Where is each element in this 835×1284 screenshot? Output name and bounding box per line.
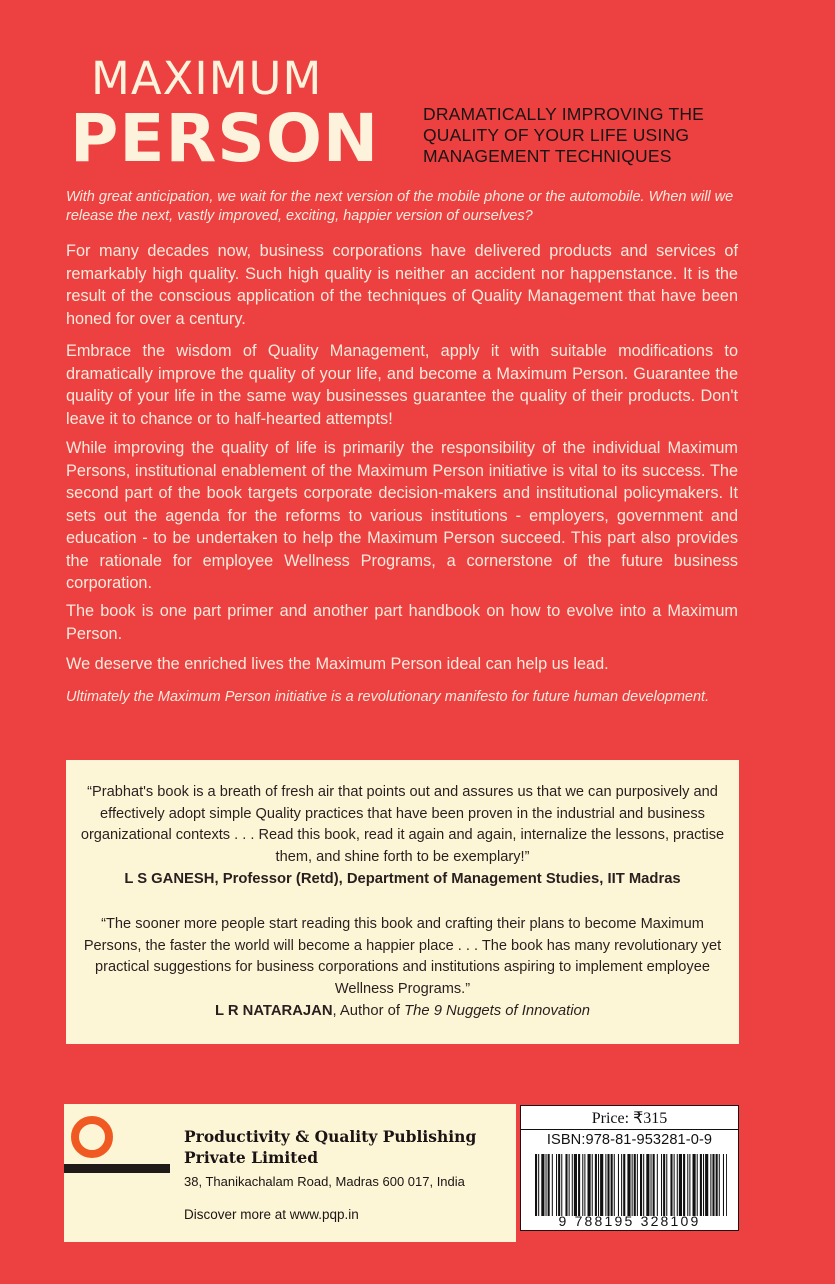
- barcode-bar: [538, 1154, 539, 1216]
- barcode-bar: [643, 1154, 644, 1216]
- barcode-bar: [541, 1154, 544, 1216]
- barcode-bar: [627, 1154, 630, 1216]
- barcode-bar: [632, 1154, 633, 1216]
- testimonial-attribution: [66, 1001, 739, 1022]
- barcode-bar: [697, 1154, 698, 1216]
- barcode-bar: [582, 1154, 583, 1216]
- barcode-bar: [588, 1154, 591, 1216]
- price-label: Price: ₹315: [521, 1108, 738, 1130]
- barcode-bar: [614, 1154, 615, 1216]
- barcode-bar: [634, 1154, 636, 1216]
- barcode-bar: [670, 1154, 672, 1216]
- barcode-bar: [607, 1154, 609, 1216]
- barcode-bar: [546, 1154, 547, 1216]
- testimonial-quote: “Prabhat's book is a breath of fresh air that points out and assures us that we can purposively and effectively adopt simple Quality practices that have been proven in the industrial and business organizational contexts . . . Read this book, read it again and again, internalize the lessons, practise them, and shine forth to be exemplary!”: [80, 784, 725, 865]
- barcode-bar: [595, 1154, 597, 1216]
- barcode-bar: [623, 1154, 625, 1216]
- barcode-bar: [618, 1154, 619, 1216]
- barcode-bar: [565, 1154, 567, 1216]
- barcode-bar: [651, 1154, 652, 1216]
- barcode-bar: [723, 1154, 724, 1216]
- barcode-bar: [548, 1154, 550, 1216]
- paragraph: Embrace the wisdom of Quality Management, apply it with suitable modifications to dramatically improve the quality of your life, and become a Maximum Person. Guarantee the quality of your life in the same way businesses guarantee the quality of their products. Don't leave it to chance or to half-hearted attempts!: [66, 342, 738, 428]
- title-line-2: PERSON: [70, 100, 380, 177]
- barcode-digits: 9 788195 328109: [558, 1213, 701, 1229]
- barcode-bar: [674, 1154, 675, 1216]
- testimonial-quote: “The sooner more people start reading this book and crafting their plans to become Maximum Persons, the faster the world will become a happier place . . . The book has many revolutionary yet practical suggestions for business corporations and institutions aspiring to implement employee Wellness Programs.”: [83, 916, 722, 997]
- barcode-bar: [572, 1154, 573, 1216]
- tagline-line: QUALITY OF YOUR LIFE USING: [423, 125, 690, 145]
- barcode-bar: [663, 1154, 665, 1216]
- barcode-bar: [574, 1154, 577, 1216]
- barcode-bar: [683, 1154, 685, 1216]
- barcode-bar: [726, 1154, 727, 1216]
- tagline: [423, 104, 753, 167]
- barcode-bar: [666, 1154, 667, 1216]
- publisher-address: 38, Thanikachalam Road, Madras 600 017, India: [184, 1174, 465, 1189]
- barcode-bar: [598, 1154, 599, 1216]
- publisher-panel: [64, 1104, 516, 1242]
- barcode-bar: [584, 1154, 585, 1216]
- barcode-bar: [679, 1154, 682, 1216]
- barcode-bar: [719, 1154, 720, 1216]
- barcode-bar: [705, 1154, 708, 1216]
- barcode-bar: [687, 1154, 688, 1216]
- testimonial-box: [66, 760, 739, 1044]
- paragraph: We deserve the enriched lives the Maximum Person ideal can help us lead.: [66, 655, 609, 673]
- barcode-bar: [561, 1154, 562, 1216]
- barcode-bar: [621, 1154, 622, 1216]
- barcode-bar: [611, 1154, 613, 1216]
- closing-italic: Ultimately the Maximum Person initiative is a revolutionary manifesto for future human development.: [66, 689, 710, 705]
- barcode-bar: [569, 1154, 570, 1216]
- barcode-bar: [535, 1154, 537, 1216]
- barcode-bar: [552, 1154, 553, 1216]
- barcode-icon: [535, 1154, 727, 1216]
- testimonial-work: The 9 Nuggets of Innovation: [404, 1003, 591, 1019]
- title-line-1: MAXIMUM: [91, 52, 323, 105]
- barcode-bar: [661, 1154, 662, 1216]
- publisher-website: Discover more at www.pqp.in: [184, 1207, 359, 1222]
- barcode-bar: [558, 1154, 560, 1216]
- testimonial-attribution: [66, 869, 739, 890]
- barcode-bar: [657, 1154, 658, 1216]
- paragraph: While improving the quality of life is primarily the responsibility of the individual Maximum Persons, institutional enablement of the Maximum Person initiative is vital to its success. The second part of the book targets corporate decision-makers and institutional policymakers. It sets out the agenda for the reforms to various institutions - employers, government and education - to be undertaken to help the Maximum Person succeed. This part also provides the rationale for employee Wellness Programs, a cornerstone of the future business corporation.: [66, 439, 738, 592]
- barcode-bar: [637, 1154, 638, 1216]
- barcode-bar: [677, 1154, 678, 1216]
- barcode-bar: [592, 1154, 593, 1216]
- publisher-logo-bar: [64, 1164, 170, 1173]
- barcode-bar: [703, 1154, 704, 1216]
- barcode-bar: [693, 1154, 696, 1216]
- publisher-name-line: Private Limited: [184, 1148, 319, 1167]
- tagline-line: DRAMATICALLY IMPROVING THE: [423, 104, 705, 124]
- paragraph: For many decades now, business corporations have delivered products and services of remarkably high quality. Such high quality is neither an accident nor happenstance. It is the result of the conscious application of the techniques of Quality Management that have been honed for over a century.: [66, 242, 738, 328]
- barcode-bar: [689, 1154, 690, 1216]
- isbn-label: ISBN:978-81-953281-0-9: [546, 1132, 713, 1148]
- testimonial-affiliation: , Professor (Retd), Department of Management Studies, IIT Madras: [214, 871, 681, 887]
- publisher-name-line: Productivity & Quality Publishing: [184, 1127, 477, 1146]
- intro-italic: With great anticipation, we wait for the next version of the mobile phone or the automobile. When will we release the next, vastly improved, exciting, happier version of ourselves?: [66, 189, 734, 224]
- barcode-bar: [646, 1154, 649, 1216]
- barcode-panel: [520, 1105, 739, 1231]
- paragraph: The book is one part primer and another part handbook on how to evolve into a Maximum Person.: [66, 602, 738, 643]
- barcode-bar: [710, 1154, 711, 1216]
- barcode-bar: [712, 1154, 714, 1216]
- publisher-name: [184, 1126, 476, 1168]
- barcode-bar: [716, 1154, 718, 1216]
- publisher-logo-icon: [71, 1116, 113, 1158]
- barcode-bar: [640, 1154, 642, 1216]
- testimonial-affiliation: , Author of: [332, 1003, 405, 1019]
- testimonial-author: L S GANESH: [124, 871, 215, 887]
- barcode-bar: [600, 1154, 603, 1216]
- barcode-bar: [556, 1154, 557, 1216]
- barcode-bar: [700, 1154, 702, 1216]
- testimonial-author: L R NATARAJAN: [214, 1003, 333, 1019]
- barcode-bar: [653, 1154, 655, 1216]
- tagline-line: MANAGEMENT TECHNIQUES: [423, 146, 672, 166]
- barcode-bar: [578, 1154, 580, 1216]
- barcode-bar: [605, 1154, 606, 1216]
